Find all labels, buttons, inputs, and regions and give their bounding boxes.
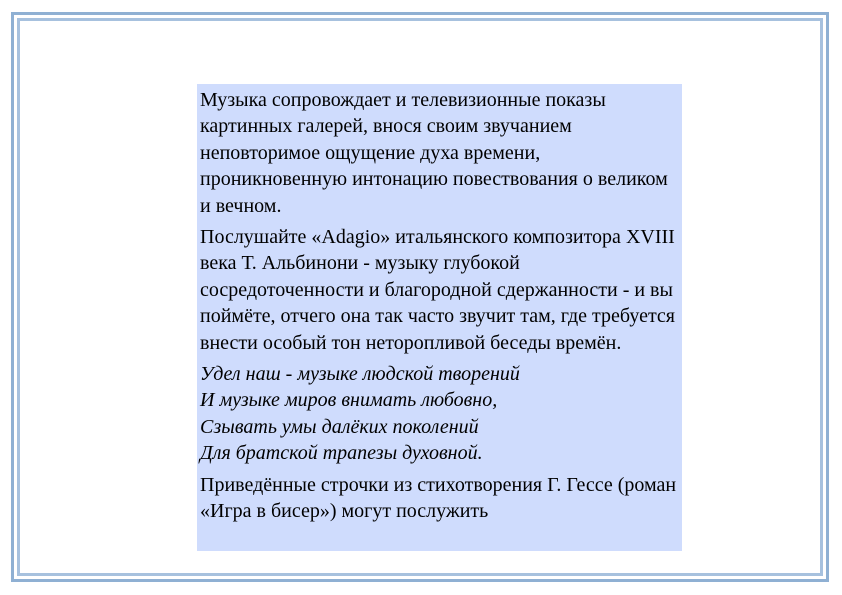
poem-line: И музыке миров внимать любовно, bbox=[200, 389, 498, 412]
paragraph-adagio: Послушайте «Adagio» итальянского композитора XVIII века Т. Альбинони - музыку глубокой сосредоточенности и благородной сдержанности - и вы поймёте, отчего она так часто звучит там, где требуется внести особый тон неторопливой беседы времён. bbox=[200, 226, 676, 354]
poem-line: Для братской трапезы духовной. bbox=[200, 442, 483, 465]
paragraph-hesse: Приведённые строчки из стихотворения Г. Гессе (роман «Игра в бисер») могут послужить bbox=[200, 473, 677, 523]
poem-line: Удел наш - музыке людской творений bbox=[200, 363, 520, 386]
paragraph-music-galleries: Музыка сопровождает и телевизионные показы картинных галерей, внося своим звучанием неповторимое ощущение духа времени, проникновенную интонацию повествования о великом и вечном. bbox=[200, 89, 668, 217]
poem-quote bbox=[200, 361, 678, 467]
poem-line: Сзывать умы далёких поколений bbox=[200, 415, 479, 438]
text-box bbox=[197, 84, 682, 551]
